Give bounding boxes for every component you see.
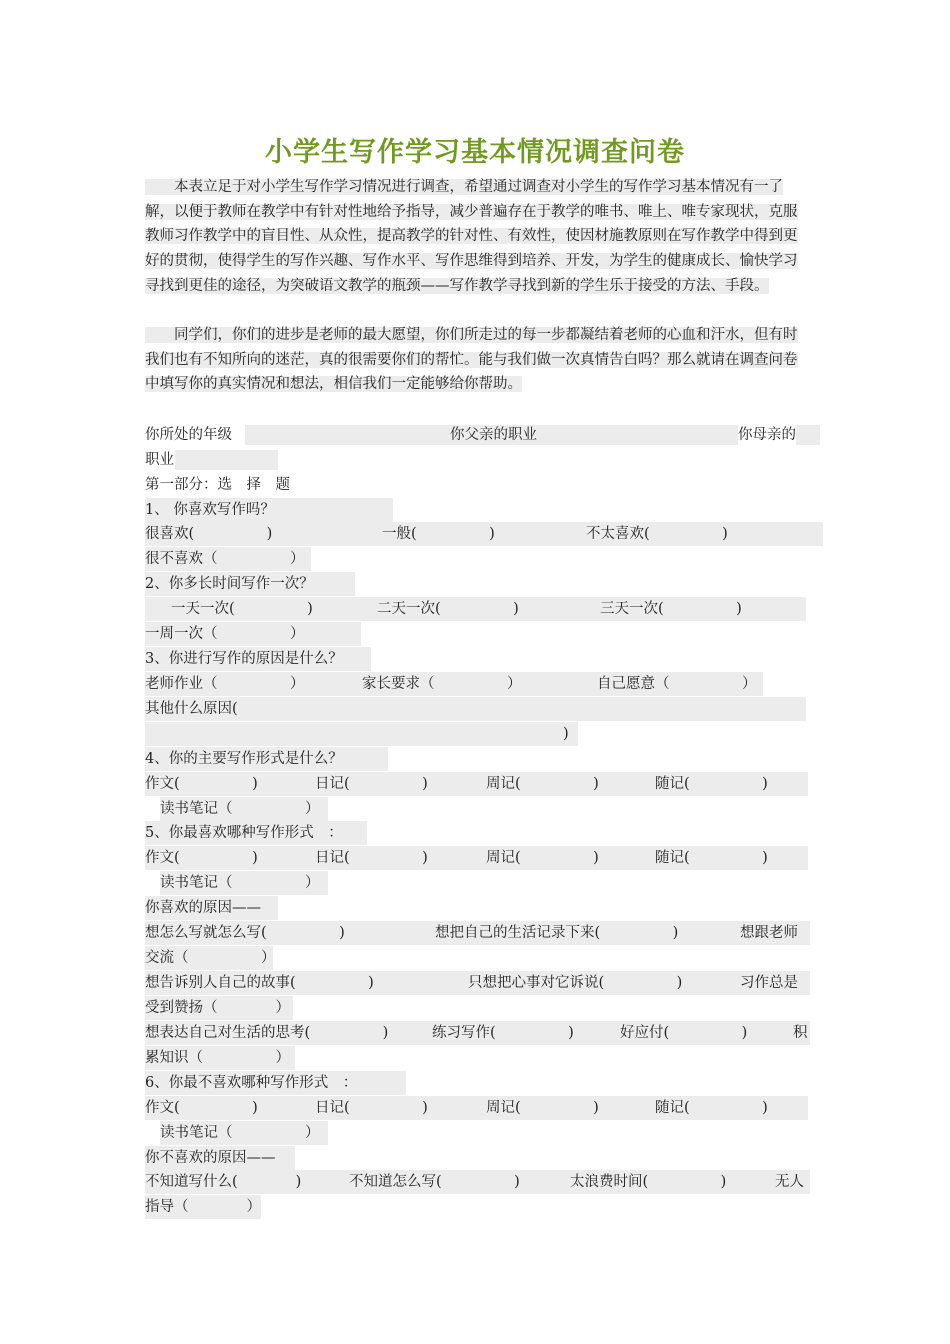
intro-paragraph-2: 同学们，你们的进步是老师的最大愿望，你们所走过的每一步都凝结着老师的心血和汗水，但有时我们也有不知所向的迷茫，真的很需要你们的帮忙。能与我们做一次真情告白吗？那么就请在调查问卷中填写你的真实情况和想法，相信我们一定能够给你帮助。: [145, 327, 798, 393]
q5-reason-3b[interactable]: 交流（ ）: [145, 946, 273, 970]
q5-reason-10[interactable]: 积: [793, 1025, 808, 1041]
grade-label: 你所处的年级: [145, 427, 232, 443]
q1-question: 1、 你喜欢写作吗？: [145, 498, 393, 522]
q5-option-b[interactable]: 日记( ): [315, 850, 428, 866]
info-row-2: [145, 448, 280, 472]
q6-reason-3[interactable]: 太浪费时间( ): [570, 1174, 727, 1190]
q4-option-b[interactable]: 日记( ): [315, 776, 428, 792]
part1-heading: 第一部分：选 择 题: [145, 477, 290, 493]
q1-option-c[interactable]: 不太喜欢( ): [586, 526, 728, 542]
intro-paragraph-1: 本表立足于对小学生写作学习情况进行调查，希望通过调查对小学生的写作学习基本情况有一了解，以便于教师在教学中有针对性地给予指导，减少普遍存在于教学的唯书、唯上、唯专家现状，克服教师习作教学中的盲目性、从众性，提高教学的针对性、有效性，使因材施教原则在写作教学中得到更好的贯彻，使得学生的写作兴趣、写作水平、写作思维得到培养、开发，为学生的健康成长、愉快学习寻找到更佳的途径，为突破语文教学的瓶颈——写作教学寻找到新的学生乐于接受的方法、手段。: [145, 179, 798, 294]
q6-question: 6、你最不喜欢哪种写作形式 ：: [145, 1071, 406, 1095]
q3-option-d[interactable]: 其他什么原因(: [145, 697, 806, 721]
q3-options: [145, 672, 763, 696]
q5-option-c[interactable]: 周记( ): [486, 850, 599, 866]
q5-question: 5、你最喜欢哪种写作形式 ：: [145, 821, 367, 845]
q5-reason-10b[interactable]: 累知识（ ）: [145, 1046, 295, 1070]
q5-reason-5[interactable]: 只想把心事对它诉说( ): [468, 975, 683, 991]
q5-reason-row-2: [145, 971, 810, 995]
q4-options: [145, 772, 808, 796]
q4-option-e[interactable]: 读书笔记（ ）: [160, 797, 328, 821]
q6-reason-4b[interactable]: 指导（ ）: [145, 1195, 261, 1219]
q3-question: 3、你进行写作的原因是什么？: [145, 647, 371, 671]
q6-option-a[interactable]: 作文( ): [145, 1100, 258, 1116]
q6-reason-row-1: [145, 1170, 810, 1194]
document-title: 小学生写作学习基本情况调查问卷: [265, 137, 685, 168]
q6-option-c[interactable]: 周记( ): [486, 1100, 599, 1116]
q2-option-b[interactable]: 二天一次( ): [377, 601, 519, 617]
q5-option-e[interactable]: 读书笔记（ ）: [160, 871, 328, 895]
q3-option-a[interactable]: 老师作业（ ）: [145, 676, 305, 692]
q2-options: [145, 597, 806, 621]
q1-option-b[interactable]: 一般( ): [382, 526, 495, 542]
q3-close-paren: ): [563, 726, 569, 742]
q6-reason-1[interactable]: 不知道写什么( ): [145, 1174, 302, 1190]
q5-reason-row-3: [145, 1021, 810, 1045]
q5-reason-4[interactable]: 想告诉别人自己的故事( ): [145, 975, 374, 991]
q5-reason-8[interactable]: 练习写作( ): [432, 1025, 574, 1041]
mother-job-label: 你母亲的: [738, 423, 796, 447]
q6-reason-4[interactable]: 无人: [775, 1174, 804, 1190]
q3-option-b[interactable]: 家长要求（ ）: [362, 676, 522, 692]
q6-option-b[interactable]: 日记( ): [315, 1100, 428, 1116]
q5-options: [145, 846, 808, 870]
q5-reason-7[interactable]: 想表达自己对生活的思考( ): [145, 1025, 389, 1041]
q6-reason-2[interactable]: 不知道怎么写( ): [349, 1174, 520, 1190]
q5-reason-1[interactable]: 想怎么写就怎么写( ): [145, 925, 345, 941]
q1-option-a[interactable]: 很喜欢( ): [145, 526, 273, 542]
q5-reason-6b[interactable]: 受到赞扬（ ）: [145, 996, 293, 1020]
q5-option-d[interactable]: 随记( ): [655, 850, 768, 866]
q4-question: 4、你的主要写作形式是什么？: [145, 747, 388, 771]
q5-reason-row-1: [145, 921, 810, 945]
q5-reason-heading: 你喜欢的原因——: [145, 896, 278, 920]
q3-option-d-line2: [145, 722, 578, 746]
q5-reason-6[interactable]: 习作总是: [740, 975, 798, 991]
q2-option-c[interactable]: 三天一次( ): [600, 601, 742, 617]
q5-option-a[interactable]: 作文( ): [145, 850, 258, 866]
q2-option-a[interactable]: 一天一次( ): [171, 601, 313, 617]
q2-option-d[interactable]: 一周一次（ ）: [145, 622, 361, 646]
q5-reason-2[interactable]: 想把自己的生活记录下来( ): [435, 925, 679, 941]
q1-options: [145, 522, 823, 546]
q2-question: 2、你多长时间写作一次？: [145, 572, 355, 596]
q3-option-c[interactable]: 自己愿意（ ）: [597, 676, 757, 692]
q1-option-d[interactable]: 很不喜欢（ ）: [145, 547, 311, 571]
q6-reason-heading: 你不喜欢的原因——: [145, 1146, 295, 1170]
q6-options: [145, 1096, 808, 1120]
q6-option-e[interactable]: 读书笔记（ ）: [160, 1121, 328, 1145]
q6-option-d[interactable]: 随记( ): [655, 1100, 768, 1116]
father-job-label: 你父亲的职业: [450, 427, 537, 443]
q4-option-d[interactable]: 随记( ): [655, 776, 768, 792]
q4-option-c[interactable]: 周记( ): [486, 776, 599, 792]
q5-reason-3[interactable]: 想跟老师: [740, 925, 798, 941]
mother-job-label-2: 职业: [145, 452, 174, 468]
q4-option-a[interactable]: 作文( ): [145, 776, 258, 792]
q5-reason-9[interactable]: 好应付( ): [620, 1025, 748, 1041]
info-row: [145, 423, 810, 447]
